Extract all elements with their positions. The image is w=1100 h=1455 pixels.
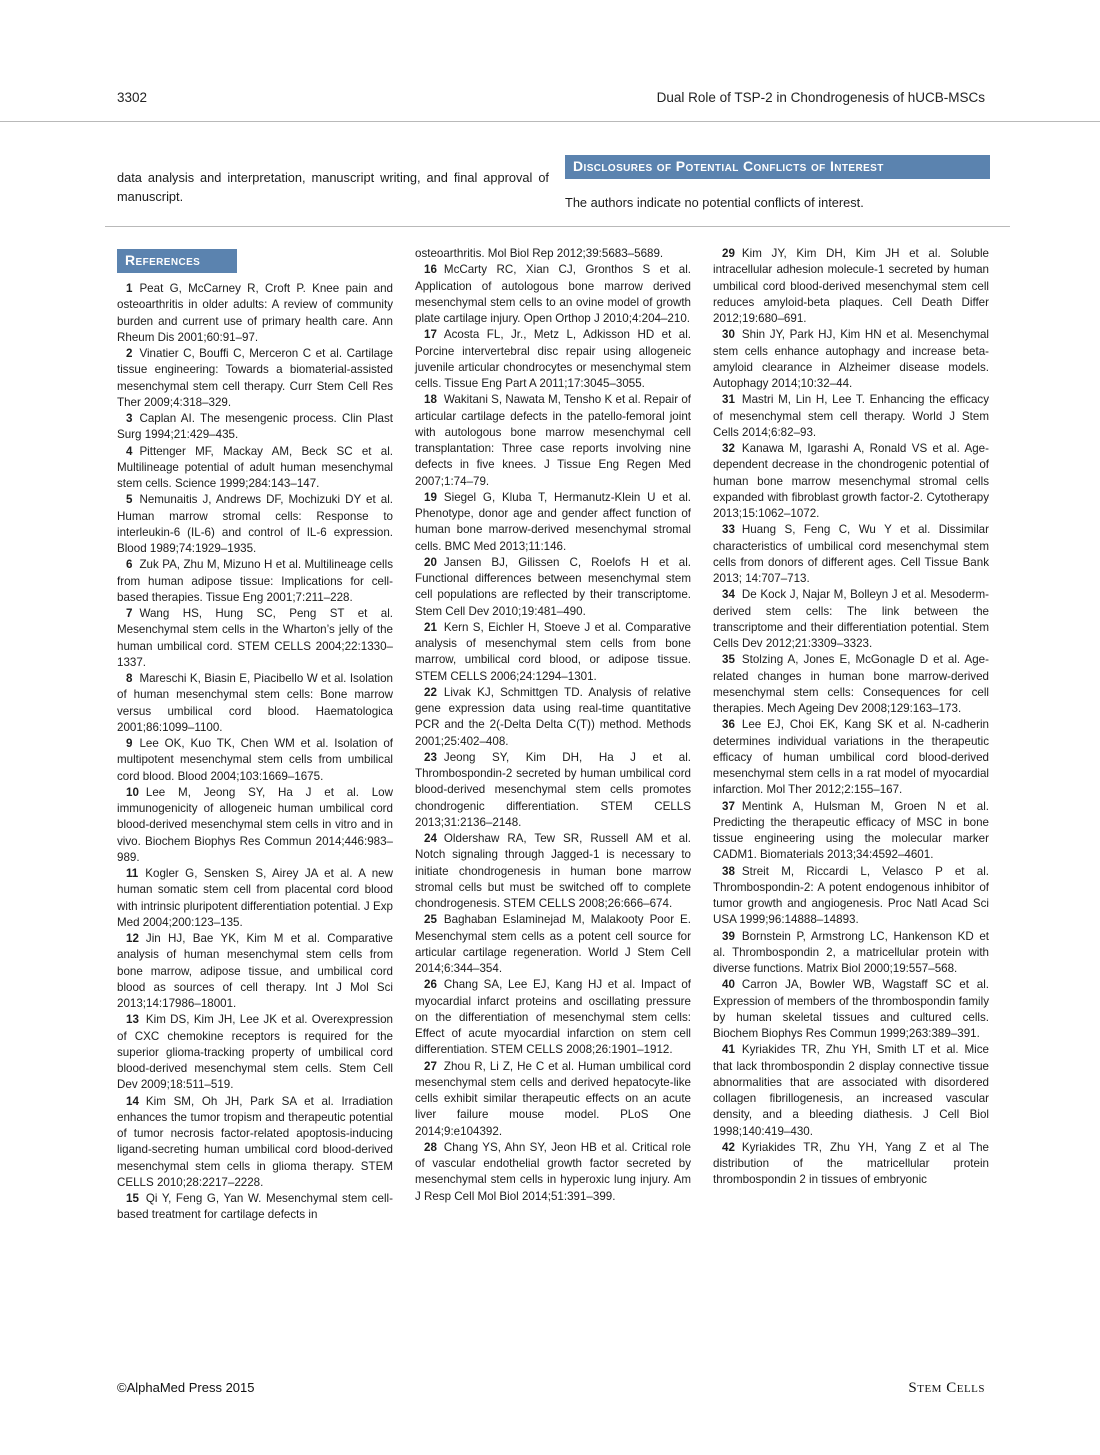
section-divider	[105, 226, 1010, 227]
reference-item: 32 Kanawa M, Igarashi A, Ronald VS et al. Age-dependent decrease in the chondrogenic potential of human bone marrow mesenchymal stromal cells expanded with fibroblast growth factor-2. Cytotherapy 2013;15:1062–1072.	[713, 442, 989, 520]
reference-number: 31	[722, 393, 735, 407]
reference-item: 16 McCarty RC, Xian CJ, Gronthos S et al. Application of autologous bone marrow derived mesenchymal stem cells to an ovine model of growth plate cartilage injury. Open Orthop J 2010;4:204–210.	[415, 263, 691, 325]
reference-number: 39	[722, 929, 735, 943]
reference-number: 33	[722, 523, 735, 537]
reference-item: 30 Shin JY, Park HJ, Kim HN et al. Mesenchymal stem cells enhance autophagy and increase beta-amyloid clearance in Alzheimer disease models. Autophagy 2014;10:32–44.	[713, 328, 989, 390]
references-column-1	[117, 246, 393, 1224]
reference-item: 40 Carron JA, Bowler WB, Wagstaff SC et al. Expression of members of the thrombospondin family by human skeletal tissues and cultured cells. Biochem Biophys Res Commun 1999;263:389–391.	[713, 978, 989, 1040]
reference-item: 33 Huang S, Feng C, Wu Y et al. Dissimilar characteristics of umbilical cord mesenchymal stem cells from donors of different ages. Cell Tissue Bank 2013; 14:707–713.	[713, 523, 989, 585]
reference-item: 22 Livak KJ, Schmittgen TD. Analysis of relative gene expression data using real-time quantitative PCR and the 2(-Delta Delta C(T)) method. Methods 2001;25:402–408.	[415, 685, 691, 748]
reference-number: 24	[424, 832, 437, 845]
references-column-2	[415, 246, 691, 1224]
reference-item: 17 Acosta FL, Jr., Metz L, Adkisson HD et al. Porcine intervertebral disc repair using allogeneic juvenile articular chondrocytes or mesenchymal stem cells. Tissue Eng Part A 2011;17:3045–3055.	[415, 328, 691, 390]
reference-number: 30	[722, 328, 735, 342]
reference-item: 29 Kim JY, Kim DH, Kim JH et al. Soluble intracellular adhesion molecule-1 secreted by human umbilical cord blood-derived mesenchymal stem cell reduces amyloid-beta plaques. Cell Death Differ 2012;19:680–691.	[713, 247, 989, 325]
reference-number: 25	[424, 913, 437, 927]
author-contributions-text: data analysis and interpretation, manuscript writing, and final approval of manuscript.	[117, 169, 549, 204]
references-column-3	[713, 246, 989, 1224]
reference-number: 29	[722, 247, 735, 260]
copyright-text: ©AlphaMed Press 2015	[117, 1380, 255, 1395]
reference-item: osteoarthritis. Mol Biol Rep 2012;39:5683–5689.	[415, 247, 664, 260]
references-list-1	[117, 281, 393, 1224]
reference-number: 28	[424, 1140, 437, 1154]
disclosures-heading: Disclosures of Potential Conflicts of Interest	[565, 155, 990, 179]
references-heading: References	[117, 249, 237, 273]
reference-number: 32	[722, 442, 735, 455]
reference-number: 8	[126, 672, 133, 685]
reference-item: 36 Lee EJ, Choi EK, Kang SK et al. N-cadherin determines individual variations in the therapeutic efficacy of human umbilical cord blood-derived mesenchymal stem cells in a rat model of myocardial infarction. Mol Ther 2012;2:155–167.	[713, 718, 989, 797]
reference-item: 24 Oldershaw RA, Tew SR, Russell AM et al. Notch signaling through Jagged-1 is necessary to initiate chondrogenesis in human bone marrow stromal cells but must be switched off to complete chondrogenesis. STEM CELLS 2008;26:666–674.	[415, 832, 691, 910]
reference-number: 21	[424, 620, 437, 634]
reference-item: 37 Mentink A, Hulsman M, Groen N et al. Predicting the therapeutic efficacy of MSC in bone tissue engineering using the molecular marker CADM1. Biomaterials 2013;34:4592–4601.	[713, 799, 989, 862]
reference-item: 41 Kyriakides TR, Zhu YH, Smith LT et al. Mice that lack thrombospondin 2 display connective tissue abnormalities that are associated with disordered collagen fibrillogenesis, an increased vascular density, and a bleeding diathesis. J Cell Biol 1998;140:419–430.	[713, 1043, 989, 1138]
reference-item: 39 Bornstein P, Armstrong LC, Hankenson KD et al. Thrombospondin 2, a matricellular protein with diverse functions. Matrix Biol 2000;19:557–568.	[713, 929, 989, 975]
reference-item: 14 Kim SM, Oh JH, Park SA et al. Irradiation enhances the tumor tropism and therapeutic potential of tumor necrosis factor-related apoptosis-inducing ligand-secreting human umbilical cord blood-derived mesenchymal stem cells in glioma therapy. STEM CELLS 2010;28:2217–2228.	[117, 1094, 393, 1189]
reference-item: 8 Mareschi K, Biasin E, Piacibello W et al. Isolation of human mesenchymal stem cells: Bone marrow versus umbilical cord blood. Haematologica 2001;86:1099–1100.	[117, 672, 393, 734]
reference-number: 1	[126, 282, 133, 295]
reference-item: 6 Zuk PA, Zhu M, Mizuno H et al. Multilineage cells from human adipose tissue: Implications for cell-based therapies. Tissue Eng 2001;7:211–228.	[117, 558, 393, 604]
reference-number: 40	[722, 978, 735, 992]
reference-number: 34	[722, 588, 735, 602]
reference-number: 13	[126, 1013, 139, 1027]
reference-number: 2	[126, 347, 133, 360]
reference-item: 3 Caplan AI. The mesengenic process. Clin Plast Surg 1994;21:429–435.	[117, 412, 393, 442]
reference-number: 18	[424, 393, 437, 407]
reference-number: 37	[722, 799, 735, 813]
reference-number: 27	[424, 1059, 437, 1073]
page-footer	[117, 1380, 985, 1397]
reference-item: 31 Mastri M, Lin H, Lee T. Enhancing the efficacy of mesenchymal stem cell therapy. World J Stem Cells 2014;6:82–93.	[713, 393, 989, 439]
reference-number: 5	[126, 493, 133, 507]
reference-item: 9 Lee OK, Kuo TK, Chen WM et al. Isolation of multipotent mesenchymal stem cells from umbilical cord blood. Blood 2004;103:1669–1675.	[117, 737, 393, 783]
reference-item: 20 Jansen BJ, Gilissen C, Roelofs H et al. Functional differences between mesenchymal stem cell populations are reflected by their transcriptome. Stem Cell Dev 2010;19:481–490.	[415, 555, 691, 618]
reference-item: 10 Lee M, Jeong SY, Ha J et al. Low immunogenicity of allogeneic human umbilical cord blood-derived mesenchymal stem cells in vitro and in vivo. Biochem Biophys Res Commun 2014;446:983–989.	[117, 785, 393, 864]
disclosures-section	[565, 155, 990, 212]
reference-number: 17	[424, 328, 437, 342]
reference-item: 21 Kern S, Eichler H, Stoeve J et al. Comparative analysis of mesenchymal stem cells from bone marrow, umbilical cord blood, or adipose tissue. STEM CELLS 2006;24:1294–1301.	[415, 620, 691, 683]
reference-item: 4 Pittenger MF, Mackay AM, Beck SC et al. Multilineage potential of adult human mesenchymal stem cells. Science 1999;284:143–147.	[117, 444, 393, 490]
reference-number: 12	[126, 932, 139, 945]
reference-item: 11 Kogler G, Sensken S, Airey JA et al. A new human somatic stem cell from placental cord blood with intrinsic pluripotent differentiation potential. J Exp Med 2004;200:123–135.	[117, 867, 393, 929]
disclosures-body: The authors indicate no potential conflicts of interest.	[565, 195, 864, 210]
reference-number: 7	[126, 607, 133, 620]
reference-item: 34 De Kock J, Najar M, Bolleyn J et al. Mesoderm-derived stem cells: The link between the transcriptome and their differentiation potential. Stem Cells Dev 2012;21:3309–3323.	[713, 588, 989, 650]
reference-number: 20	[424, 555, 437, 569]
reference-number: 38	[722, 864, 735, 878]
reference-number: 42	[722, 1140, 735, 1154]
page-number: 3302	[117, 90, 148, 105]
reference-number: 26	[424, 978, 437, 992]
reference-item: 2 Vinatier C, Bouffi C, Merceron C et al. Cartilage tissue engineering: Towards a biomaterial-assisted mesenchymal stem cell therapy. Curr Stem Cell Res Ther 2009;4:318–329.	[117, 347, 393, 409]
reference-item: 5 Nemunaitis J, Andrews DF, Mochizuki DY et al. Human marrow stromal cells: Response to interleukin-6 (IL-6) and control of IL-6 expression. Blood 1989;74:1929–1935.	[117, 493, 393, 555]
reference-number: 23	[424, 750, 437, 764]
journal-name: Stem Cells	[908, 1380, 985, 1396]
reference-item: 1 Peat G, McCarney R, Croft P. Knee pain and osteoarthritis in older adults: A review of community burden and current use of primary health care. Ann Rheum Dis 2001;60:91–97.	[117, 282, 393, 344]
reference-item: 18 Wakitani S, Nawata M, Tensho K et al. Repair of articular cartilage defects in the patello-femoral joint with autologous bone marrow mesenchymal cell transplantation: Three case reports involving nine defects in five knees. J Tissue Eng Regen Med 2007;1:74–79.	[415, 393, 691, 488]
reference-number: 3	[126, 412, 133, 425]
reference-number: 41	[722, 1043, 735, 1057]
reference-item: 38 Streit M, Riccardi L, Velasco P et al. Thrombospondin-2: A potent endogenous inhibitor of tumor growth and angiogenesis. Proc Natl Acad Sci USA 1999;96:14888–14893.	[713, 864, 989, 927]
reference-number: 19	[424, 490, 437, 504]
reference-number: 6	[126, 558, 133, 572]
page-header	[117, 90, 985, 105]
reference-item: 25 Baghaban Eslaminejad M, Malakooty Poor E. Mesenchymal stem cells as a potent cell source for articular cartilage regeneration. World J Stem Cell 2014;6:344–354.	[415, 913, 691, 975]
reference-number: 15	[126, 1192, 139, 1205]
reference-item: 13 Kim DS, Kim JH, Lee JK et al. Overexpression of CXC chemokine receptors is required for the superior glioma-tracking property of umbilical cord blood-derived mesenchymal stem cells. Stem Cell Dev 2009;18:511–519.	[117, 1013, 393, 1092]
reference-number: 4	[126, 444, 133, 458]
reference-number: 14	[126, 1094, 139, 1108]
reference-number: 22	[424, 685, 437, 699]
reference-item: 28 Chang YS, Ahn SY, Jeon HB et al. Critical role of vascular endothelial growth factor secreted by mesenchymal stem cells in hyperoxic lung injury. Am J Resp Cell Mol Biol 2014;51:391–399.	[415, 1140, 691, 1203]
reference-item: 15 Qi Y, Feng G, Yan W. Mesenchymal stem cell-based treatment for cartilage defects in	[117, 1192, 393, 1222]
header-divider	[0, 121, 1100, 122]
reference-item: 42 Kyriakides TR, Zhu YH, Yang Z et al The distribution of the matricellular protein thrombospondin 2 in tissues of embryonic	[713, 1140, 989, 1187]
reference-item: 7 Wang HS, Hung SC, Peng ST et al. Mesenchymal stem cells in the Wharton’s jelly of the human umbilical cord. STEM CELLS 2004;22:1330–1337.	[117, 607, 393, 669]
reference-item: 12 Jin HJ, Bae YK, Kim M et al. Comparative analysis of human mesenchymal stem cells from bone marrow, adipose tissue, and umbilical cord blood as sources of cell therapy. Int J Mol Sci 2013;14:17986–18001.	[117, 932, 393, 1010]
reference-item: 35 Stolzing A, Jones E, McGonagle D et al. Age-related changes in human bone marrow-derived mesenchymal stem cells: Consequences for cell therapies. Mech Ageing Dev 2008;129:163–173.	[713, 653, 989, 715]
reference-item: 23 Jeong SY, Kim DH, Ha J et al. Thrombospondin-2 secreted by human umbilical cord blood-derived mesenchymal stem cells promotes chondrogenic differentiation. STEM CELLS 2013;31:2136–2148.	[415, 750, 691, 829]
reference-number: 36	[722, 718, 735, 732]
references-list-2	[415, 246, 691, 1205]
running-title: Dual Role of TSP-2 in Chondrogenesis of hUCB-MSCs	[656, 90, 985, 105]
reference-number: 16	[424, 263, 437, 277]
reference-item: 26 Chang SA, Lee EJ, Kang HJ et al. Impact of myocardial infarct proteins and oscillating pressure on the differentiation of mesenchymal stem cells: Effect of acute myocardial infarction on stem cell differentiation. STEM CELLS 2008;26:1901–1912.	[415, 978, 691, 1057]
reference-number: 10	[126, 785, 139, 799]
reference-item: 19 Siegel G, Kluba T, Hermanutz-Klein U et al. Phenotype, donor age and gender affect function of human bone marrow-derived mesenchymal stromal cells. BMC Med 2013;11:146.	[415, 490, 691, 553]
reference-number: 9	[126, 737, 133, 750]
reference-item: 27 Zhou R, Li Z, He C et al. Human umbilical cord mesenchymal stem cells and derived hepatocyte-like cells exhibit similar therapeutic effects on an acute liver failure mouse model. PLoS One 2014;9:e104392.	[415, 1059, 691, 1138]
references-section	[117, 246, 989, 1224]
reference-number: 35	[722, 653, 735, 667]
reference-number: 11	[126, 867, 139, 880]
references-list-3	[713, 246, 989, 1189]
